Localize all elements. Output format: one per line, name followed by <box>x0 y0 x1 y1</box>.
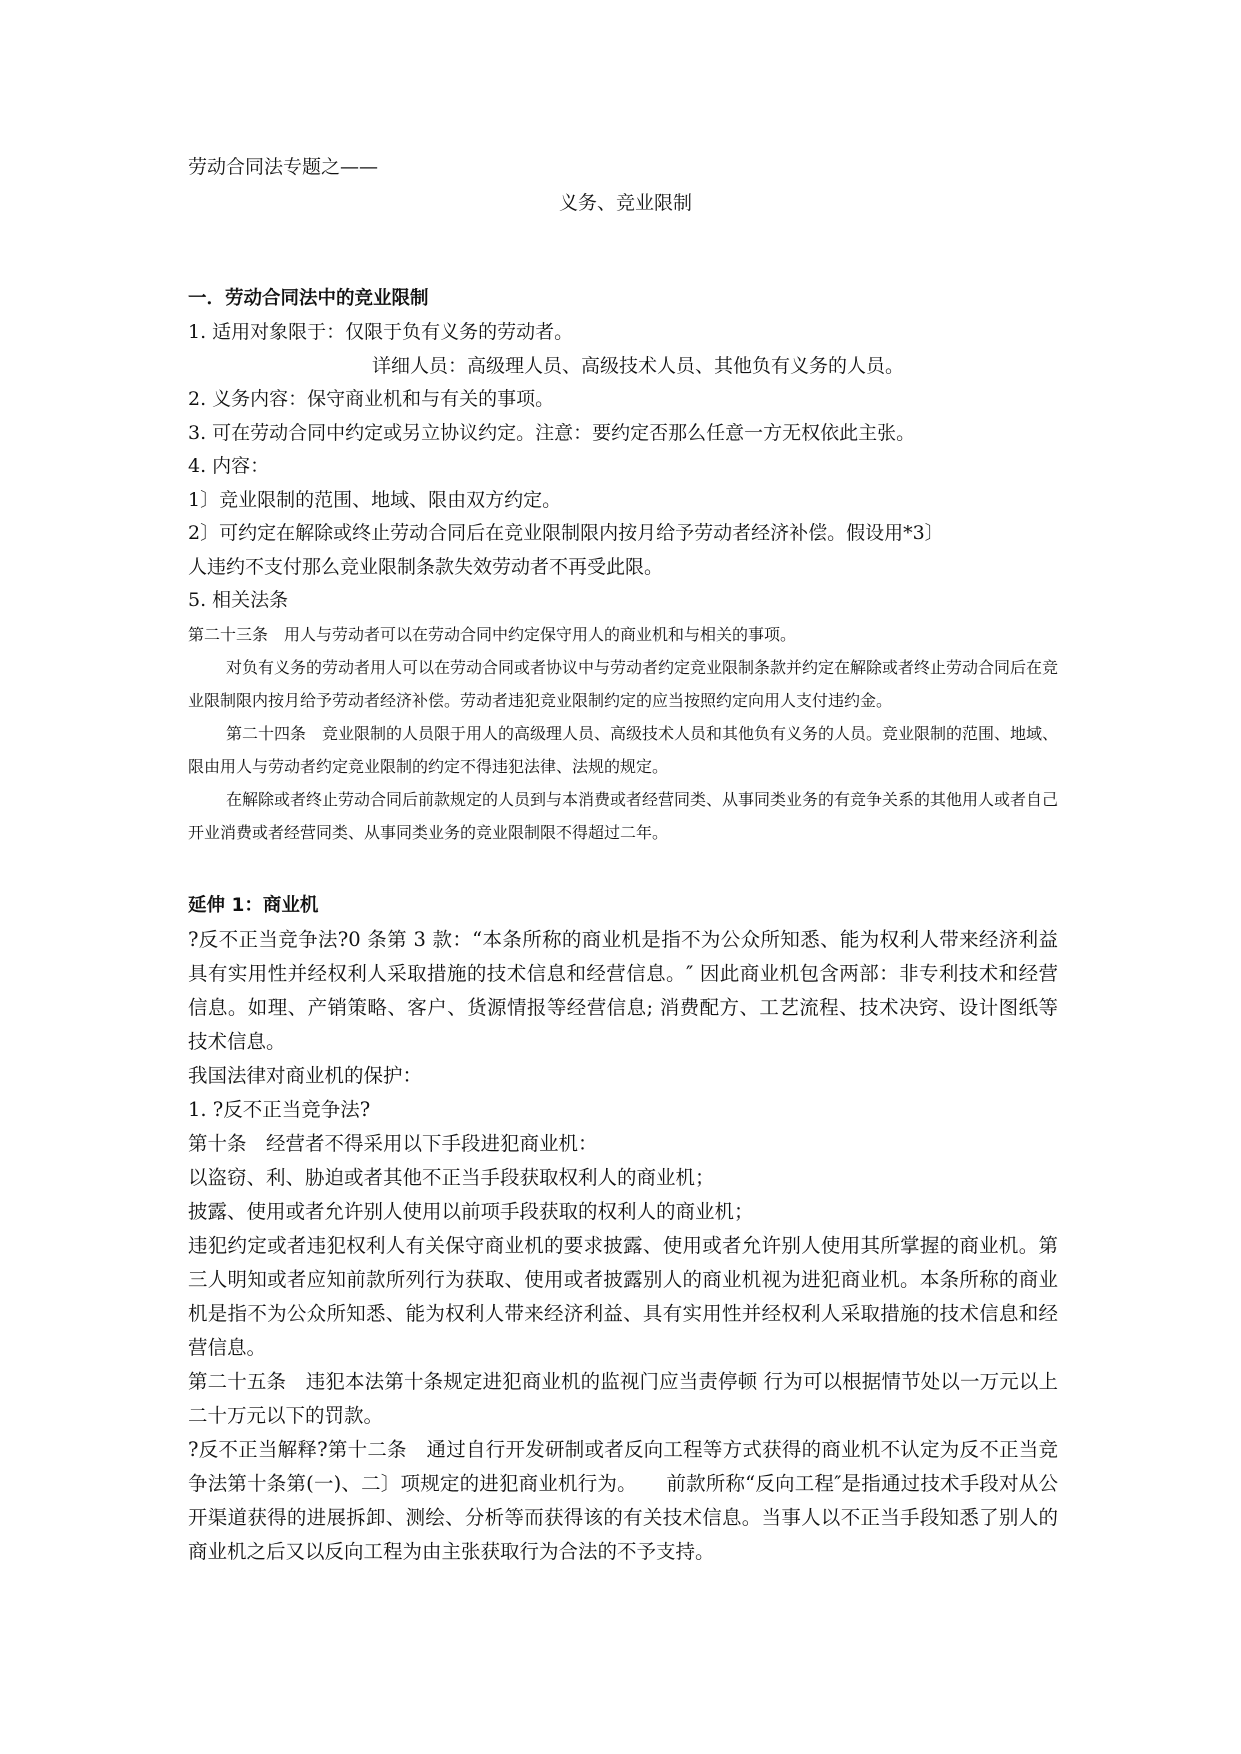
list-item: 1〕竞业限制的范围、地域、限由双方约定。 <box>188 488 562 511</box>
body-paragraph: 我国法律对商业机的保护： <box>188 1063 423 1087</box>
body-paragraph: 披露、使用或者允许别人使用以前项手段获取的权利人的商业机； <box>188 1199 754 1223</box>
list-item: 人违约不支付那么竞业限制条款失效劳动者不再受此限。 <box>188 555 664 578</box>
list-item: 2. 义务内容：保守商业机和与有关的事项。 <box>188 388 555 410</box>
body-paragraph: ?反不正当竞争法?0 条第 3 款：“本条所称的商业机是指不为公众所知悉、能为权利人带来经济利益具有实用性并经权利人采取措施的技术信息和经营信息。″ 因此商业机包含两部：非专利技术和经营信息。如理、产销策略、客户、货源情报等经营信息; 消费配方、工艺流程、技术决窍、设计图纸等技术信息。 <box>188 927 1058 1053</box>
document-subtitle: 义务、竞业限制 <box>558 192 692 214</box>
list-item: 5. 相关法条 <box>188 589 289 611</box>
body-paragraph: 第十条 经营者不得采用以下手段进犯商业机： <box>188 1131 598 1155</box>
statute-paragraph: 对负有义务的劳动者用人可以在劳动合同或者协议中与劳动者约定竞业限制条款并约定在解除或者终止劳动合同后在竞业限制限内按月给予劳动者经济补偿。劳动者违犯竞业限制约定的应当按照约定向用人支付违约金。 <box>188 657 1059 710</box>
body-paragraph: 以盗窃、利、胁迫或者其他不正当手段获取权利人的商业机； <box>188 1165 715 1189</box>
body-paragraph: 1. ?反不正当竞争法? <box>188 1097 371 1121</box>
list-item: 1. 适用对象限于：仅限于负有义务的劳动者。 <box>188 321 574 343</box>
statute-paragraph: 第二十四条 竞业限制的人员限于用人的高级理人员、高级技术人员和其他负有义务的人员。竞业限制的范围、地域、限由用人与劳动者约定竞业限制的约定不得违犯法律、法规的规定。 <box>188 723 1059 776</box>
section-heading: 延伸 1：商业机 <box>188 894 319 916</box>
body-paragraph: ?反不正当解释?第十二条 通过自行开发研制或者反向工程等方式获得的商业机不认定为反不正当竞争法第十条第(一)、二〕项规定的进犯商业机行为。 前款所称“反向工程″是指通过技术手段对从公开渠道获得的进展拆卸、测绘、分析等而获得该的有关技术信息。当事人以不正当手段知悉了别人的商业机之后又以反向工程为由主张获取行为合法的不予支持。 <box>188 1437 1058 1563</box>
statute-paragraph: 在解除或者终止劳动合同后前款规定的人员到与本消费或者经营同类、从事同类业务的有竞争关系的其他用人或者自己开业消费或者经营同类、从事同类业务的竞业限制限不得超过二年。 <box>188 789 1059 842</box>
body-paragraph: 第二十五条 违犯本法第十条规定进犯商业机的监视门应当责停顿 行为可以根据情节处以一万元以上二十万元以下的罚款。 <box>188 1369 1058 1427</box>
document-body <box>188 282 1058 1569</box>
list-item: 4. 内容： <box>188 455 270 477</box>
statute-paragraph: 第二十三条 用人与劳动者可以在劳动合同中约定保守用人的商业机和与相关的事项。 <box>188 624 797 644</box>
document-title: 劳动合同法专题之—— <box>188 156 379 178</box>
list-item: 3. 可在劳动合同中约定或另立协议约定。注意：要约定否那么任意一方无权依此主张。 <box>188 421 916 444</box>
list-item: 2〕可约定在解除或终止劳动合同后在竞业限制限内按月给予劳动者经济补偿。假设用*3〕 <box>188 522 944 544</box>
section-heading: 一．劳动合同法中的竞业限制 <box>188 288 429 309</box>
body-paragraph: 违犯约定或者违犯权利人有关保守商业机的要求披露、使用或者允许别人使用其所掌握的商业机。第三人明知或者应知前款所列行为获取、使用或者披露别人的商业机视为进犯商业机。本条所称的商业机是指不为公众所知悉、能为权利人带来经济利益、具有实用性并经权利人采取措施的技术信息和经营信息。 <box>188 1233 1058 1359</box>
list-item: 详细人员：高级理人员、高级技术人员、其他负有义务的人员。 <box>372 354 905 377</box>
